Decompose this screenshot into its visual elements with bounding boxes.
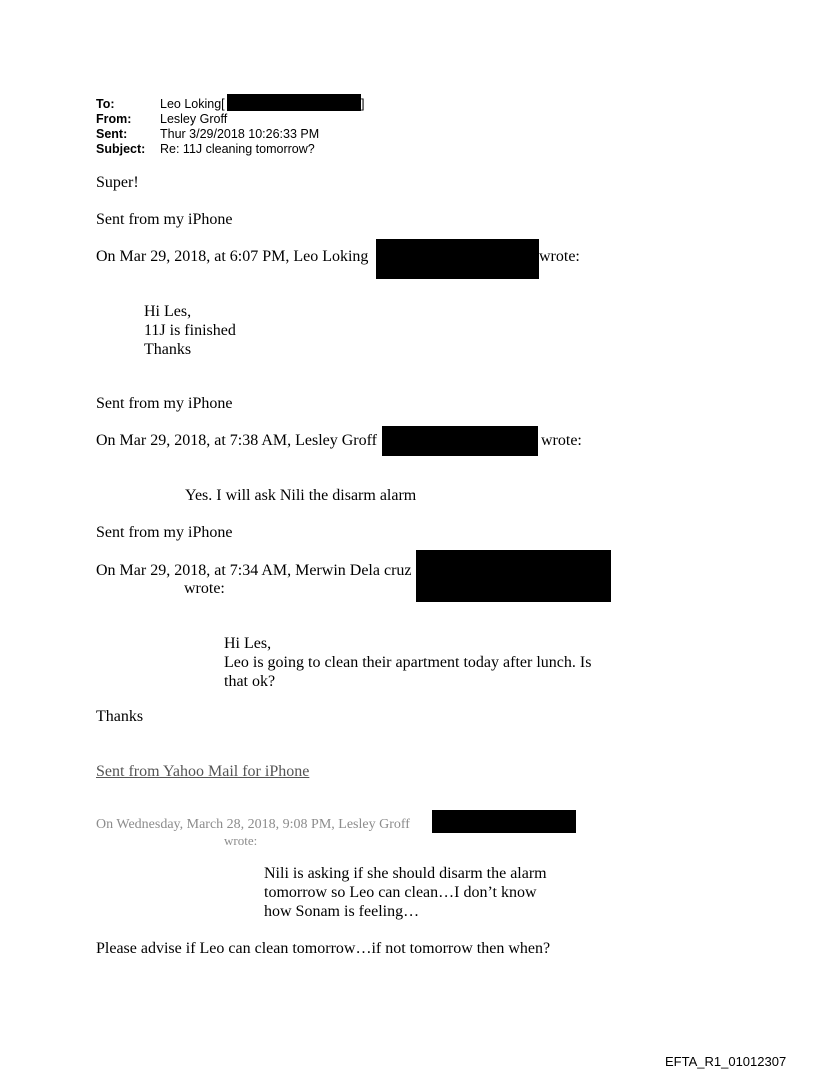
- quote1-line-2: 11J is finished: [144, 322, 236, 339]
- quote4-line-2: tomorrow so Leo can clean…I don’t know: [264, 884, 537, 901]
- quote4-intro: On Wednesday, March 28, 2018, 9:08 PM, Lesley Groff: [96, 817, 410, 832]
- quote1-intro: On Mar 29, 2018, at 6:07 PM, Leo Loking: [96, 248, 369, 265]
- redaction-to-email: [227, 94, 361, 111]
- quote1-wrote: wrote:: [539, 248, 580, 265]
- signature-iphone-3: Sent from my iPhone: [96, 524, 233, 541]
- from-value: Lesley Groff: [160, 112, 228, 126]
- quote3-intro: On Mar 29, 2018, at 7:34 AM, Merwin Dela cruz: [96, 562, 412, 579]
- quote3-wrote: wrote:: [184, 580, 225, 597]
- to-value: Leo Loking[: [160, 97, 225, 111]
- signature-iphone-2: Sent from my iPhone: [96, 395, 233, 412]
- subject-label: Subject:: [96, 142, 146, 156]
- subject-value: Re: 11J cleaning tomorrow?: [160, 142, 315, 156]
- thanks-text: Thanks: [96, 708, 144, 725]
- yahoo-mail-link[interactable]: Sent from Yahoo Mail for iPhone: [96, 763, 310, 780]
- from-label: From:: [96, 112, 132, 126]
- quote1-line-1: Hi Les,: [144, 303, 192, 320]
- quote4-line-1: Nili is asking if she should disarm the alarm: [264, 865, 547, 882]
- quote4-wrote: wrote:: [224, 833, 258, 848]
- to-label: To:: [96, 97, 115, 111]
- quote1-line-3: Thanks: [144, 341, 192, 358]
- redaction-quote2-email: [382, 426, 538, 456]
- quote2-wrote: wrote:: [541, 432, 582, 449]
- quote3-line-1: Hi Les,: [224, 635, 272, 652]
- sent-value: Thur 3/29/2018 10:26:33 PM: [160, 127, 320, 141]
- quote3-line-2: Leo is going to clean their apartment today after lunch. Is: [224, 654, 592, 671]
- redaction-quote1-email: [376, 239, 539, 279]
- quote3-line-3: that ok?: [224, 673, 276, 690]
- reply-text: Super!: [96, 174, 139, 191]
- document-id: EFTA_R1_01012307: [665, 1054, 787, 1069]
- sent-label: Sent:: [96, 127, 128, 141]
- redaction-quote3-email: [416, 550, 611, 602]
- quote2-intro: On Mar 29, 2018, at 7:38 AM, Lesley Groff: [96, 432, 377, 449]
- redaction-quote4-email: [432, 810, 576, 833]
- quote4-line-3: how Sonam is feeling…: [264, 903, 420, 920]
- signature-iphone-1: Sent from my iPhone: [96, 211, 233, 228]
- to-close-bracket: ]: [361, 97, 365, 111]
- quote2-line: Yes. I will ask Nili the disarm alarm: [185, 487, 417, 504]
- closing-text: Please advise if Leo can clean tomorrow…if not tomorrow then when?: [96, 940, 551, 957]
